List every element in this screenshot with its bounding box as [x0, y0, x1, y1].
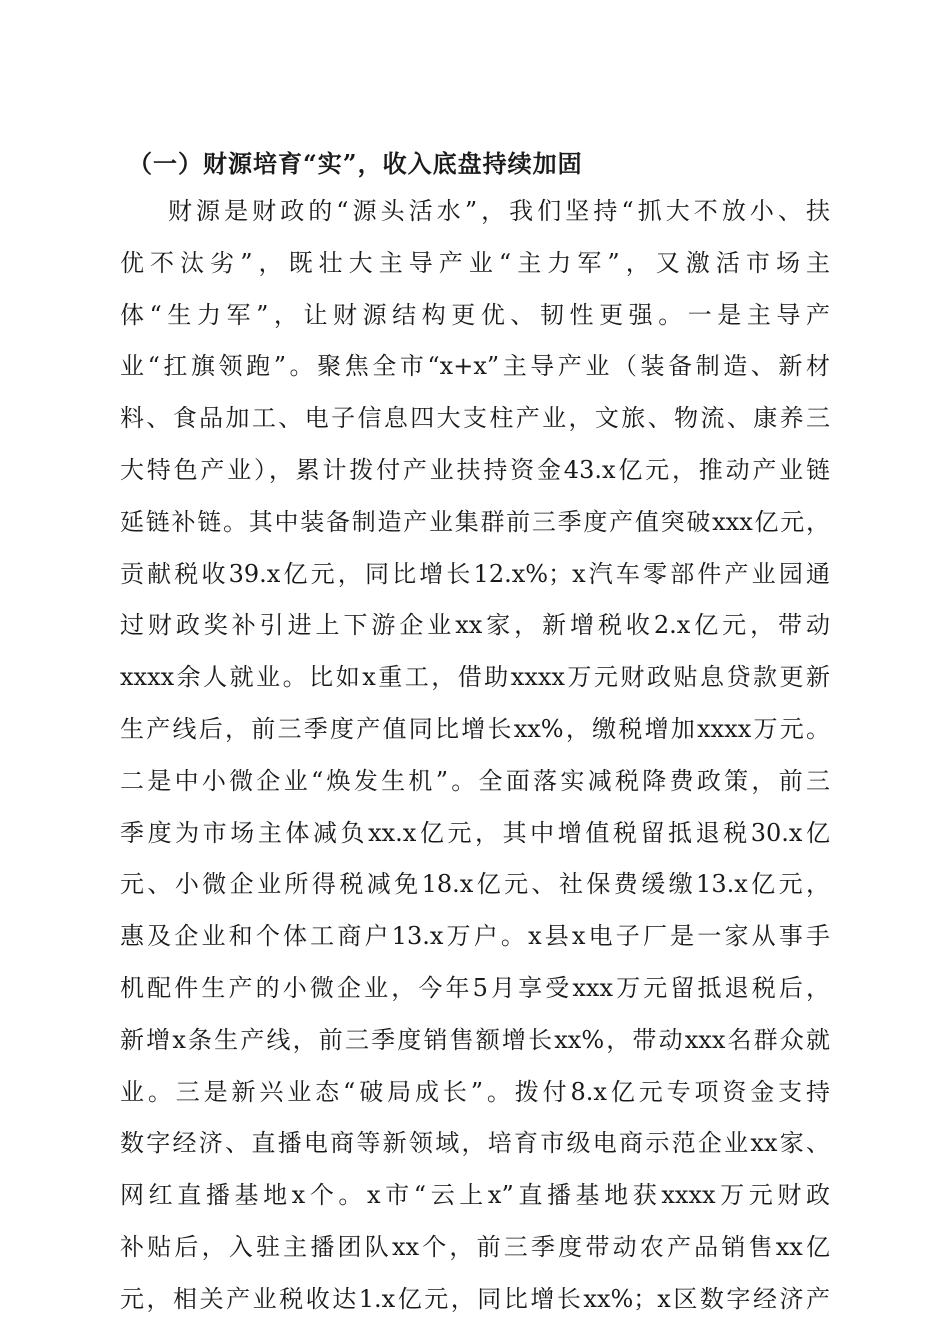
- text-line: 季度为市场主体减负xx.x亿元，其中增值税留抵退税30.x亿: [120, 818, 830, 847]
- text-line: 网红直播基地x个。x市“云上x”直播基地获xxxx万元财政: [120, 1181, 830, 1210]
- text-line: 过财政奖补引进上下游企业xx家，新增税收2.x亿元，带动: [120, 611, 830, 640]
- text-line: 机配件生产的小微企业，今年5月享受xxx万元留抵退税后，: [120, 973, 830, 1002]
- text-line: 生产线后，前三季度产值同比增长xx%，缴税增加xxxx万元。: [120, 714, 830, 743]
- text-line: 惠及企业和个体工商户13.x万户。x县x电子厂是一家从事手: [120, 922, 830, 951]
- text-line: 财源是财政的“源头活水”，我们坚持“抓大不放小、扶: [168, 197, 830, 225]
- text-line: 新增x条生产线，前三季度销售额增长xx%，带动xxx名群众就: [120, 1025, 830, 1054]
- section-heading: （一）财源培育“实”，收入底盘持续加固: [128, 149, 583, 178]
- text-line: xxxx余人就业。比如x重工，借助xxxx万元财政贴息贷款更新: [120, 663, 830, 692]
- text-line: 体“生力军”，让财源结构更优、韧性更强。一是主导产: [120, 300, 830, 329]
- text-line: 大特色产业），累计拨付产业扶持资金43.x亿元，推动产业链: [120, 455, 830, 484]
- text-line: 二是中小微企业“焕发生机”。全面落实减税降费政策，前三: [120, 766, 830, 795]
- body-paragraph: [120, 186, 830, 1326]
- text-line: 优不汰劣”，既壮大主导产业“主力军”，又激活市场主: [120, 248, 830, 277]
- text-line: 料、食品加工、电子信息四大支柱产业，文旅、物流、康养三: [120, 404, 830, 433]
- text-line: 业。三是新兴业态“破局成长”。拨付8.x亿元专项资金支持: [120, 1077, 830, 1106]
- text-line: 延链补链。其中装备制造产业集群前三季度产值突破xxx亿元，: [120, 507, 830, 536]
- text-line: 贡献税收39.x亿元，同比增长12.x%；x汽车零部件产业园通: [120, 559, 830, 588]
- text-line: 元、小微企业所得税减免18.x亿元、社保费缓缴13.x亿元，: [120, 870, 830, 899]
- text-line: 数字经济、直播电商等新领域，培育市级电商示范企业xx家、: [120, 1129, 830, 1158]
- text-line: 业“扛旗领跑”。聚焦全市“x+x”主导产业（装备制造、新材: [120, 352, 830, 381]
- text-line: 元，相关产业税收达1.x亿元，同比增长xx%；x区数字经济产: [120, 1284, 830, 1313]
- text-line: 补贴后，入驻主播团队xx个，前三季度带动农产品销售xx亿: [120, 1232, 830, 1261]
